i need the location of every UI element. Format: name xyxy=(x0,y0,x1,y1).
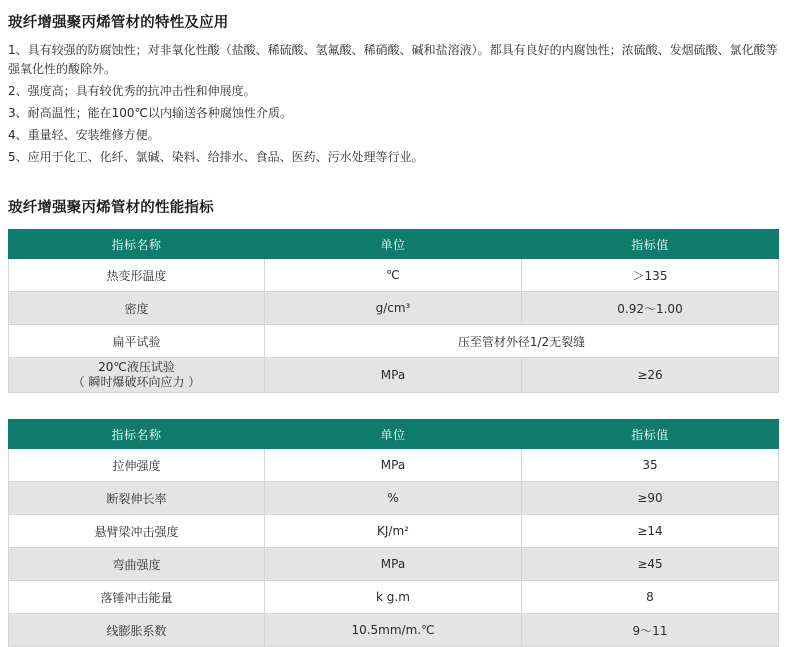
feature-list xyxy=(8,41,778,167)
cell-name: 落锤冲击能量 xyxy=(9,581,265,614)
spacer xyxy=(8,393,778,419)
cell-unit: k g.m xyxy=(265,581,522,614)
cell-value: 8 xyxy=(522,581,779,614)
cell-name: 密度 xyxy=(9,292,265,325)
cell-value: 35 xyxy=(522,449,779,482)
cell-value: ≥26 xyxy=(522,358,779,393)
cell-name: 线膨胀系数 xyxy=(9,614,265,647)
cell-name: 拉伸强度 xyxy=(9,449,265,482)
table-row xyxy=(9,449,779,482)
column-header-value: 指标值 xyxy=(522,420,779,449)
cell-value: ≥45 xyxy=(522,548,779,581)
table-row xyxy=(9,581,779,614)
cell-unit: MPa xyxy=(265,548,522,581)
cell-value: ≥90 xyxy=(522,482,779,515)
cell-unit: MPa xyxy=(265,449,522,482)
table-row xyxy=(9,482,779,515)
table-row xyxy=(9,358,779,393)
column-header-name: 指标名称 xyxy=(9,420,265,449)
column-header-unit: 单位 xyxy=(265,230,522,259)
cell-name: 扁平试验 xyxy=(9,325,265,358)
list-item: 2、强度高；具有较优秀的抗冲击性和伸展度。 xyxy=(8,84,256,98)
column-header-name: 指标名称 xyxy=(9,230,265,259)
list-item: 3、耐高温性；能在100℃以内输送各种腐蚀性介质。 xyxy=(8,106,293,120)
cell-unit: % xyxy=(265,482,522,515)
cell-unit: 10.5mm/m.℃ xyxy=(265,614,522,647)
list-item: 4、重量轻、安装维修方便。 xyxy=(8,128,160,142)
table-row xyxy=(9,548,779,581)
cell-value: ≥14 xyxy=(522,515,779,548)
cell-unit: MPa xyxy=(265,358,522,393)
table-row xyxy=(9,292,779,325)
table-header-row xyxy=(9,420,779,449)
cell-unit: ℃ xyxy=(265,259,522,292)
spacer xyxy=(8,170,778,196)
column-header-unit: 单位 xyxy=(265,420,522,449)
cell-name: 断裂伸长率 xyxy=(9,482,265,515)
cell-name: 热变形温度 xyxy=(9,259,265,292)
list-item: 5、应用于化工、化纤、氯碱、染料、给排水、食品、医药、污水处理等行业。 xyxy=(8,150,424,164)
page-title: 玻纤增强聚丙烯管材的特性及应用 xyxy=(8,15,229,31)
cell-value: 9～11 xyxy=(522,614,779,647)
cell-value: ＞135 xyxy=(522,259,779,292)
cell-value: 0.92～1.00 xyxy=(522,292,779,325)
table-row xyxy=(9,325,779,358)
spec-table-1 xyxy=(8,229,779,393)
list-item: 1、具有较强的防腐蚀性；对非氧化性酸（盐酸、稀硫酸、氢氟酸、稀硝酸、碱和盐溶液）。都具有良好的内腐蚀性；浓硫酸、发烟硫酸、氯化酸等强氧化性的酸除外。 xyxy=(8,43,778,76)
table-row xyxy=(9,515,779,548)
spec-table-2 xyxy=(8,419,779,647)
cell-name: 悬臂梁冲击强度 xyxy=(9,515,265,548)
specs-title: 玻纤增强聚丙烯管材的性能指标 xyxy=(8,200,214,216)
table-header-row xyxy=(9,230,779,259)
table-row xyxy=(9,614,779,647)
cell-name-line1: 20℃液压试验 （ 瞬时爆破环向应力 ） xyxy=(72,360,201,389)
cell-name xyxy=(9,358,265,393)
cell-name: 弯曲强度 xyxy=(9,548,265,581)
table-row xyxy=(9,259,779,292)
cell-unit-span: 压至管材外径1/2无裂缝 xyxy=(265,325,779,358)
cell-unit: KJ/m² xyxy=(265,515,522,548)
column-header-value: 指标值 xyxy=(522,230,779,259)
cell-unit: g/cm³ xyxy=(265,292,522,325)
